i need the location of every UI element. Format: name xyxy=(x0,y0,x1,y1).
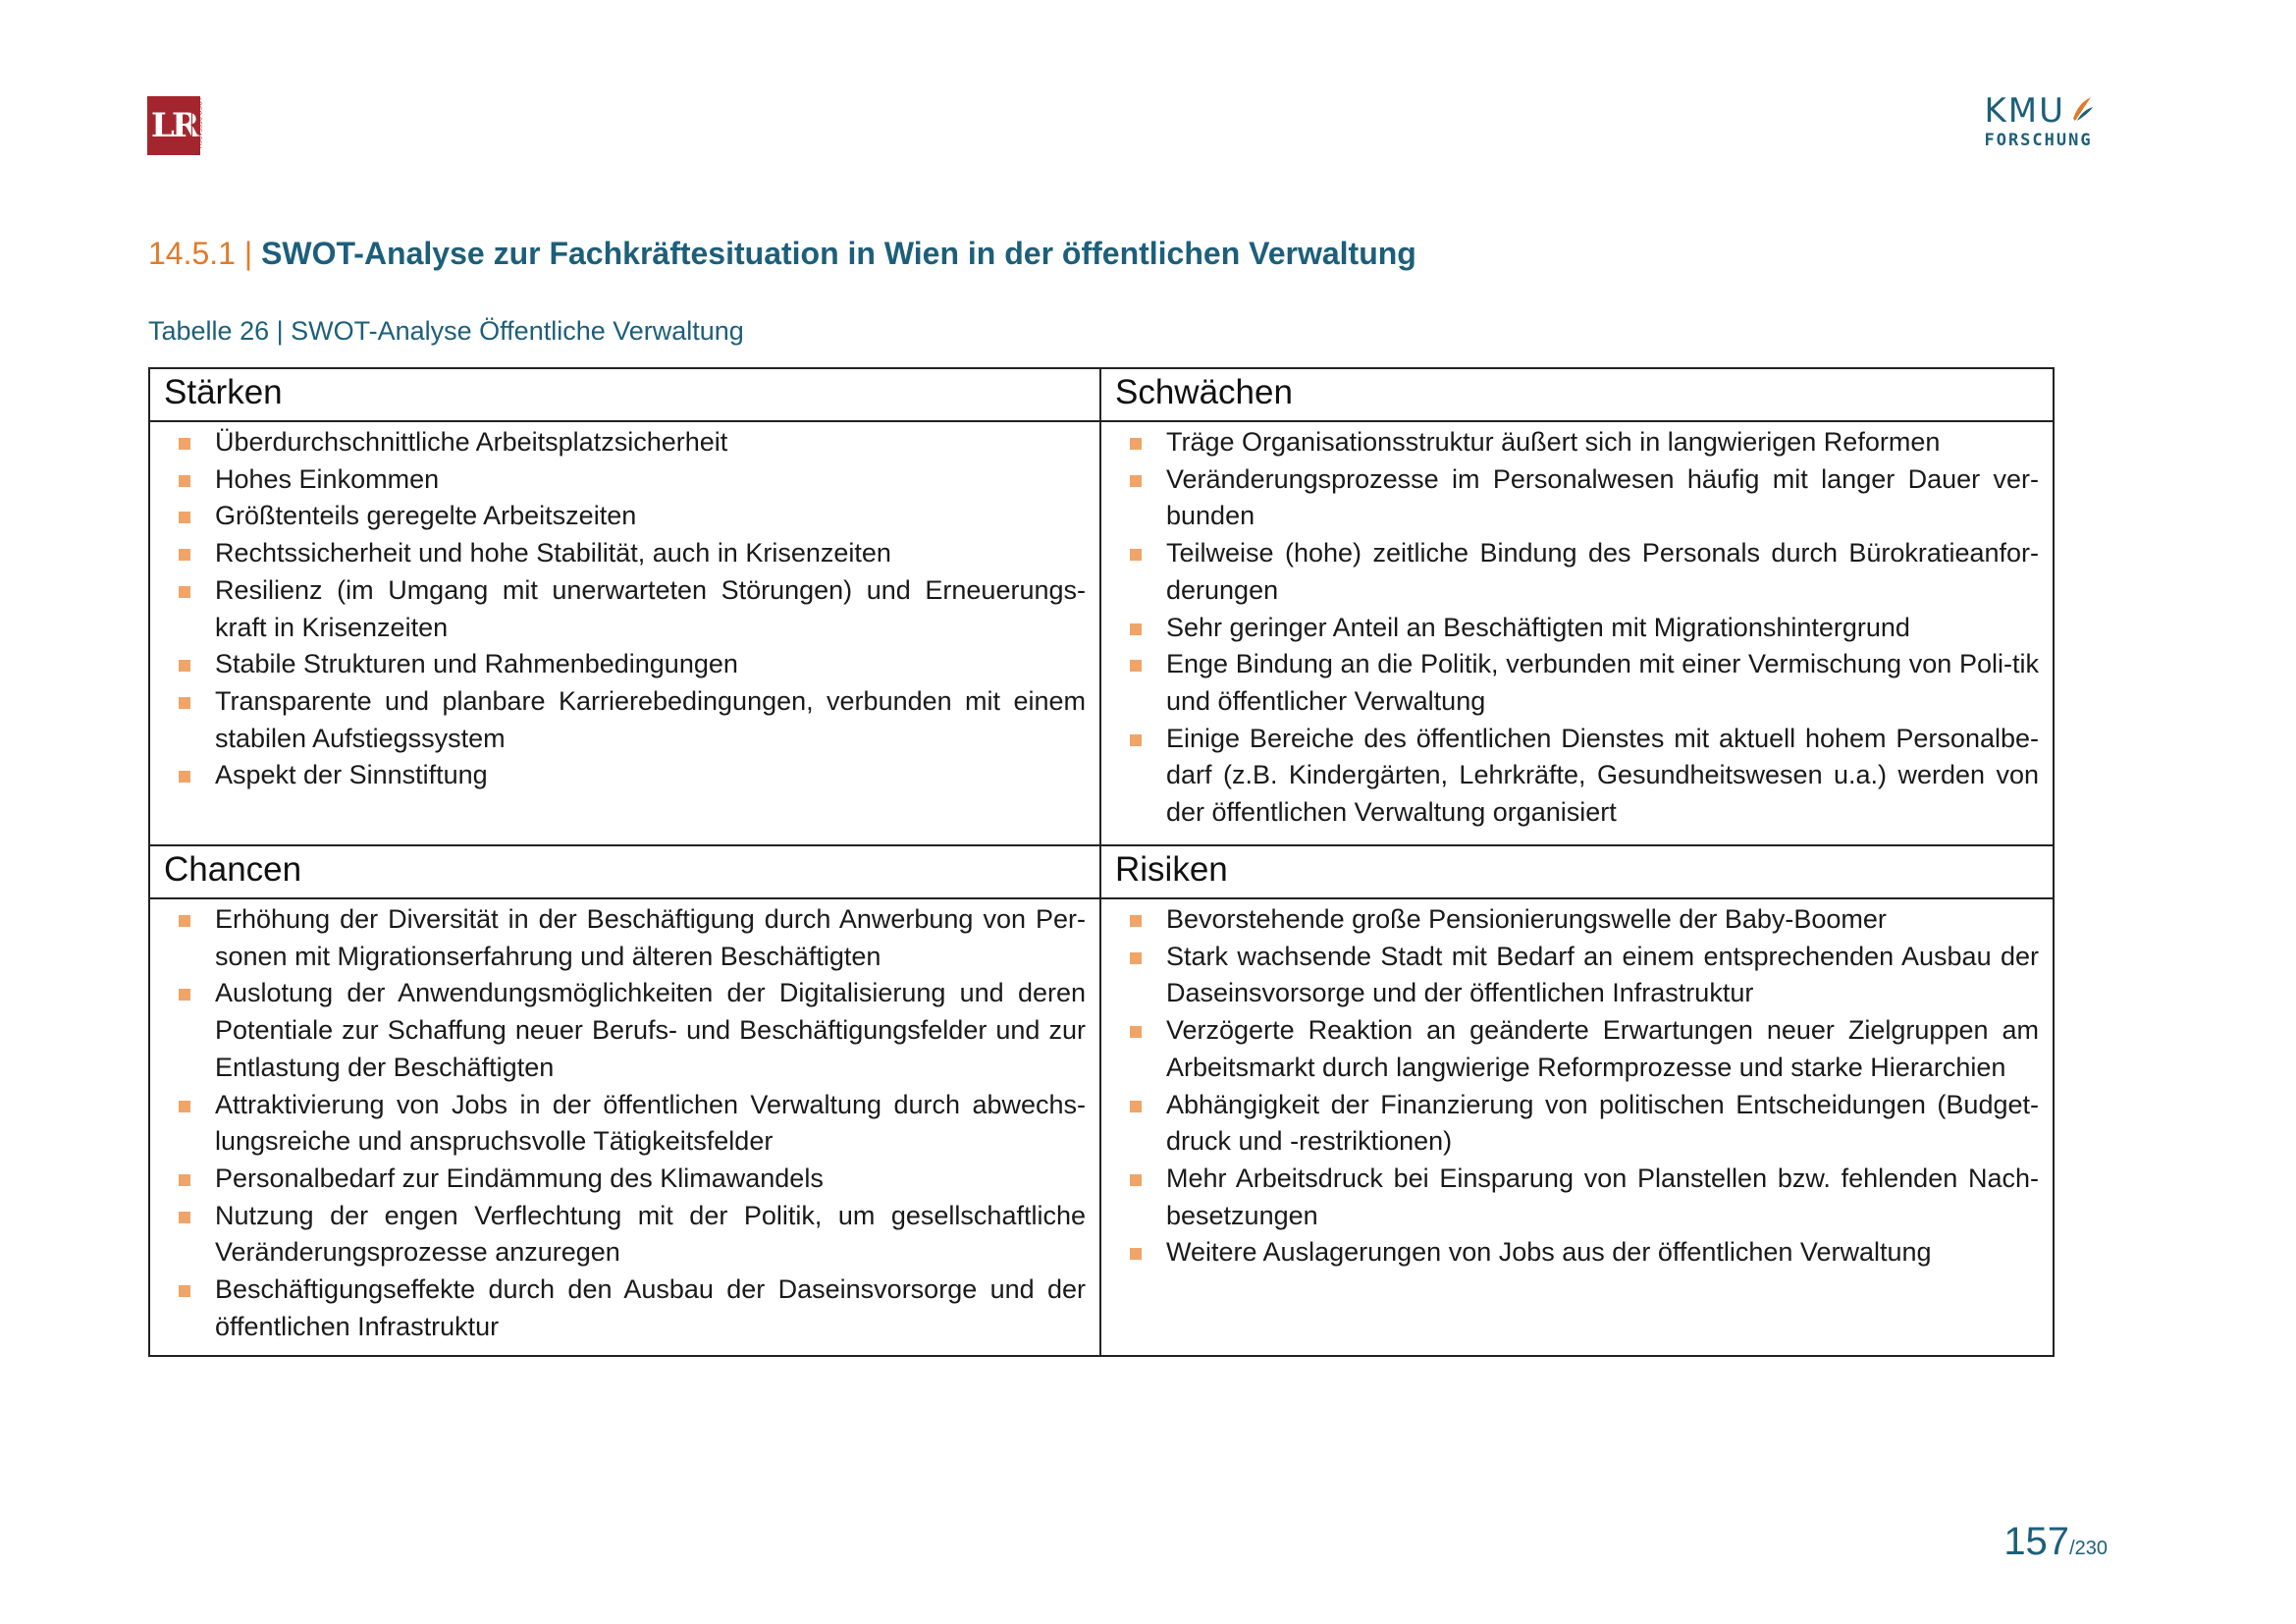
square-bullet-icon xyxy=(179,512,190,523)
list-item-text: Beschäftigungseffekte durch den Ausbau der Daseinsvorsorge und der öffentlichen Infrastruktur xyxy=(215,1274,1086,1341)
list-item xyxy=(1115,1161,2039,1234)
list-item xyxy=(1115,610,2039,647)
list-item xyxy=(164,535,1086,572)
list-item-text: Transparente und planbare Karrierebedingungen, verbunden mit einem stabilen Aufstiegssystem xyxy=(215,685,1086,753)
kmu-forschung-logo xyxy=(1984,93,2095,150)
list-item-text: Rechtssicherheit und hohe Stabilität, auch in Krisenzeiten xyxy=(215,538,891,568)
list-item xyxy=(164,461,1086,499)
list-item xyxy=(1115,535,2039,609)
list-item xyxy=(1115,424,2039,461)
list-item-text: Resilienz (im Umgang mit unerwarteten Störungen) und Erneuerungs-kraft in Krisenzeiten xyxy=(215,574,1086,642)
threats-list xyxy=(1101,899,2053,1275)
opportunities-title: Chancen xyxy=(150,846,1099,899)
opportunities-cell xyxy=(150,846,1101,1355)
square-bullet-icon xyxy=(1130,1248,1142,1260)
list-item-text: Hohes Einkommen xyxy=(215,463,440,494)
list-item xyxy=(1115,901,2039,939)
list-item-text: Mehr Arbeitsdruck bei Einsparung von Planstellen bzw. fehlenden Nach-besetzungen xyxy=(1166,1163,2039,1230)
list-item xyxy=(1115,1012,2039,1086)
square-bullet-icon xyxy=(179,1174,190,1186)
square-bullet-icon xyxy=(1130,660,1142,672)
table-caption: Tabelle 26 | SWOT-Analyse Öffentliche Verwaltung xyxy=(148,316,744,346)
forschung-logo-text: FORSCHUNG xyxy=(1984,131,2093,150)
page-current: 157 xyxy=(2003,1520,2070,1563)
square-bullet-icon xyxy=(1130,1026,1142,1038)
lr-logo-text: LR xyxy=(150,106,197,145)
lr-logo-side-text: LOGO RESEARCH xyxy=(191,98,202,153)
list-item-text: Aspekt der Sinnstiftung xyxy=(215,760,488,790)
list-item xyxy=(164,1198,1086,1272)
square-bullet-icon xyxy=(179,1212,190,1223)
square-bullet-icon xyxy=(179,586,190,598)
square-bullet-icon xyxy=(1130,734,1142,746)
list-item-text: Verzögerte Reaktion an geänderte Erwartungen neuer Zielgruppen am Arbeitsmarkt durch langwierige Reformprozesse und starke Hierarchien xyxy=(1166,1015,2039,1082)
section-heading xyxy=(148,236,1416,272)
square-bullet-icon xyxy=(1130,1174,1142,1186)
weaknesses-title: Schwächen xyxy=(1101,369,2053,422)
square-bullet-icon xyxy=(179,915,190,927)
kmu-logo-text: KMU xyxy=(1984,91,2065,131)
weaknesses-cell xyxy=(1101,369,2053,844)
list-item xyxy=(164,572,1086,646)
page-total: /230 xyxy=(2069,1538,2108,1559)
list-item-text: Größtenteils geregelte Arbeitszeiten xyxy=(215,501,637,531)
square-bullet-icon xyxy=(179,1285,190,1297)
list-item-text: Auslotung der Anwendungsmöglichkeiten der Digitalisierung und deren Potentiale zur Schaffung neuer Berufs- und Beschäftigungsfelder und zur Entlastung der Beschäftigten xyxy=(215,978,1086,1082)
list-item-text: Nutzung der engen Verflechtung mit der Politik, um gesellschaftliche Veränderungsprozesse anzuregen xyxy=(215,1200,1086,1268)
list-item xyxy=(164,757,1086,794)
list-item xyxy=(164,424,1086,461)
list-item-text: Bevorstehende große Pensionierungswelle der Baby-Boomer xyxy=(1166,904,1887,934)
swot-row-top xyxy=(150,369,2053,846)
square-bullet-icon xyxy=(1130,549,1142,561)
list-item-text: Attraktivierung von Jobs in der öffentlichen Verwaltung durch abwechs-lungsreiche und anspruchsvolle Tätigkeitsfelder xyxy=(215,1089,1086,1157)
strengths-cell xyxy=(150,369,1101,844)
list-item xyxy=(1115,939,2039,1012)
square-bullet-icon xyxy=(179,1101,190,1112)
square-bullet-icon xyxy=(1130,952,1142,964)
square-bullet-icon xyxy=(179,475,190,487)
swot-table xyxy=(148,367,2055,1357)
list-item-text: Sehr geringer Anteil an Beschäftigten mit Migrationshintergrund xyxy=(1166,612,1910,642)
opportunities-list xyxy=(150,899,1099,1349)
section-title: SWOT-Analyse zur Fachkräftesituation in Wien in der öffentlichen Verwaltung xyxy=(261,236,1416,271)
list-item xyxy=(164,901,1086,975)
threats-title: Risiken xyxy=(1101,846,2053,899)
section-separator: | xyxy=(243,236,253,271)
list-item xyxy=(164,498,1086,535)
square-bullet-icon xyxy=(1130,623,1142,635)
list-item xyxy=(1115,1087,2039,1161)
square-bullet-icon xyxy=(1130,1101,1142,1112)
list-item-text: Erhöhung der Diversität in der Beschäftigung durch Anwerbung von Per-sonen mit Migrationserfahrung und älteren Beschäftigten xyxy=(215,904,1086,971)
square-bullet-icon xyxy=(1130,915,1142,927)
list-item-text: Einige Bereiche des öffentlichen Dienstes mit aktuell hohem Personalbe-darf (z.B. Kindergärten, Lehrkräfte, Gesundheitswesen u.a.) werden von der öffentlichen Verwaltung organisiert xyxy=(1166,723,2039,828)
square-bullet-icon xyxy=(1130,475,1142,487)
list-item-text: Abhängigkeit der Finanzierung von politischen Entscheidungen (Budget-druck und -restriktionen) xyxy=(1166,1089,2039,1157)
page-number xyxy=(2003,1520,2108,1564)
strengths-list xyxy=(150,422,1099,798)
square-bullet-icon xyxy=(179,549,190,561)
list-item xyxy=(164,1087,1086,1161)
list-item-text: Stark wachsende Stadt mit Bedarf an einem entsprechenden Ausbau der Daseinsvorsorge und der öffentlichen Infrastruktur xyxy=(1166,941,2039,1008)
section-number: 14.5.1 xyxy=(148,236,236,271)
list-item-text: Weitere Auslagerungen von Jobs aus der öffentlichen Verwaltung xyxy=(1166,1237,1932,1268)
list-item-text: Teilweise (hohe) zeitliche Bindung des Personals durch Bürokratieanfor-derungen xyxy=(1166,538,2039,605)
list-item xyxy=(164,1272,1086,1345)
threats-cell xyxy=(1101,846,2053,1355)
square-bullet-icon xyxy=(1130,438,1142,450)
list-item xyxy=(164,975,1086,1086)
leaf-icon xyxy=(2069,93,2095,129)
list-item xyxy=(1115,646,2039,720)
list-item-text: Personalbedarf zur Eindämmung des Klimawandels xyxy=(215,1163,824,1193)
list-item xyxy=(164,646,1086,683)
list-item-text: Stabile Strukturen und Rahmenbedingungen xyxy=(215,649,738,679)
list-item-text: Veränderungsprozesse im Personalwesen häufig mit langer Dauer ver-bunden xyxy=(1166,463,2039,531)
square-bullet-icon xyxy=(179,660,190,672)
list-item-text: Überdurchschnittliche Arbeitsplatzsicherheit xyxy=(215,427,728,457)
list-item-text: Enge Bindung an die Politik, verbunden mit einer Vermischung von Poli-tik und öffentlicher Verwaltung xyxy=(1166,649,2039,716)
list-item xyxy=(164,1161,1086,1198)
strengths-title: Stärken xyxy=(150,369,1099,422)
square-bullet-icon xyxy=(179,989,190,1001)
square-bullet-icon xyxy=(179,697,190,709)
list-item xyxy=(1115,721,2039,832)
weaknesses-list xyxy=(1101,422,2053,836)
square-bullet-icon xyxy=(179,771,190,783)
list-item xyxy=(1115,461,2039,535)
list-item xyxy=(164,683,1086,757)
list-item xyxy=(1115,1234,2039,1272)
swot-row-bottom xyxy=(150,846,2053,1355)
square-bullet-icon xyxy=(179,438,190,450)
list-item-text: Träge Organisationsstruktur äußert sich in langwierigen Reformen xyxy=(1166,427,1941,457)
